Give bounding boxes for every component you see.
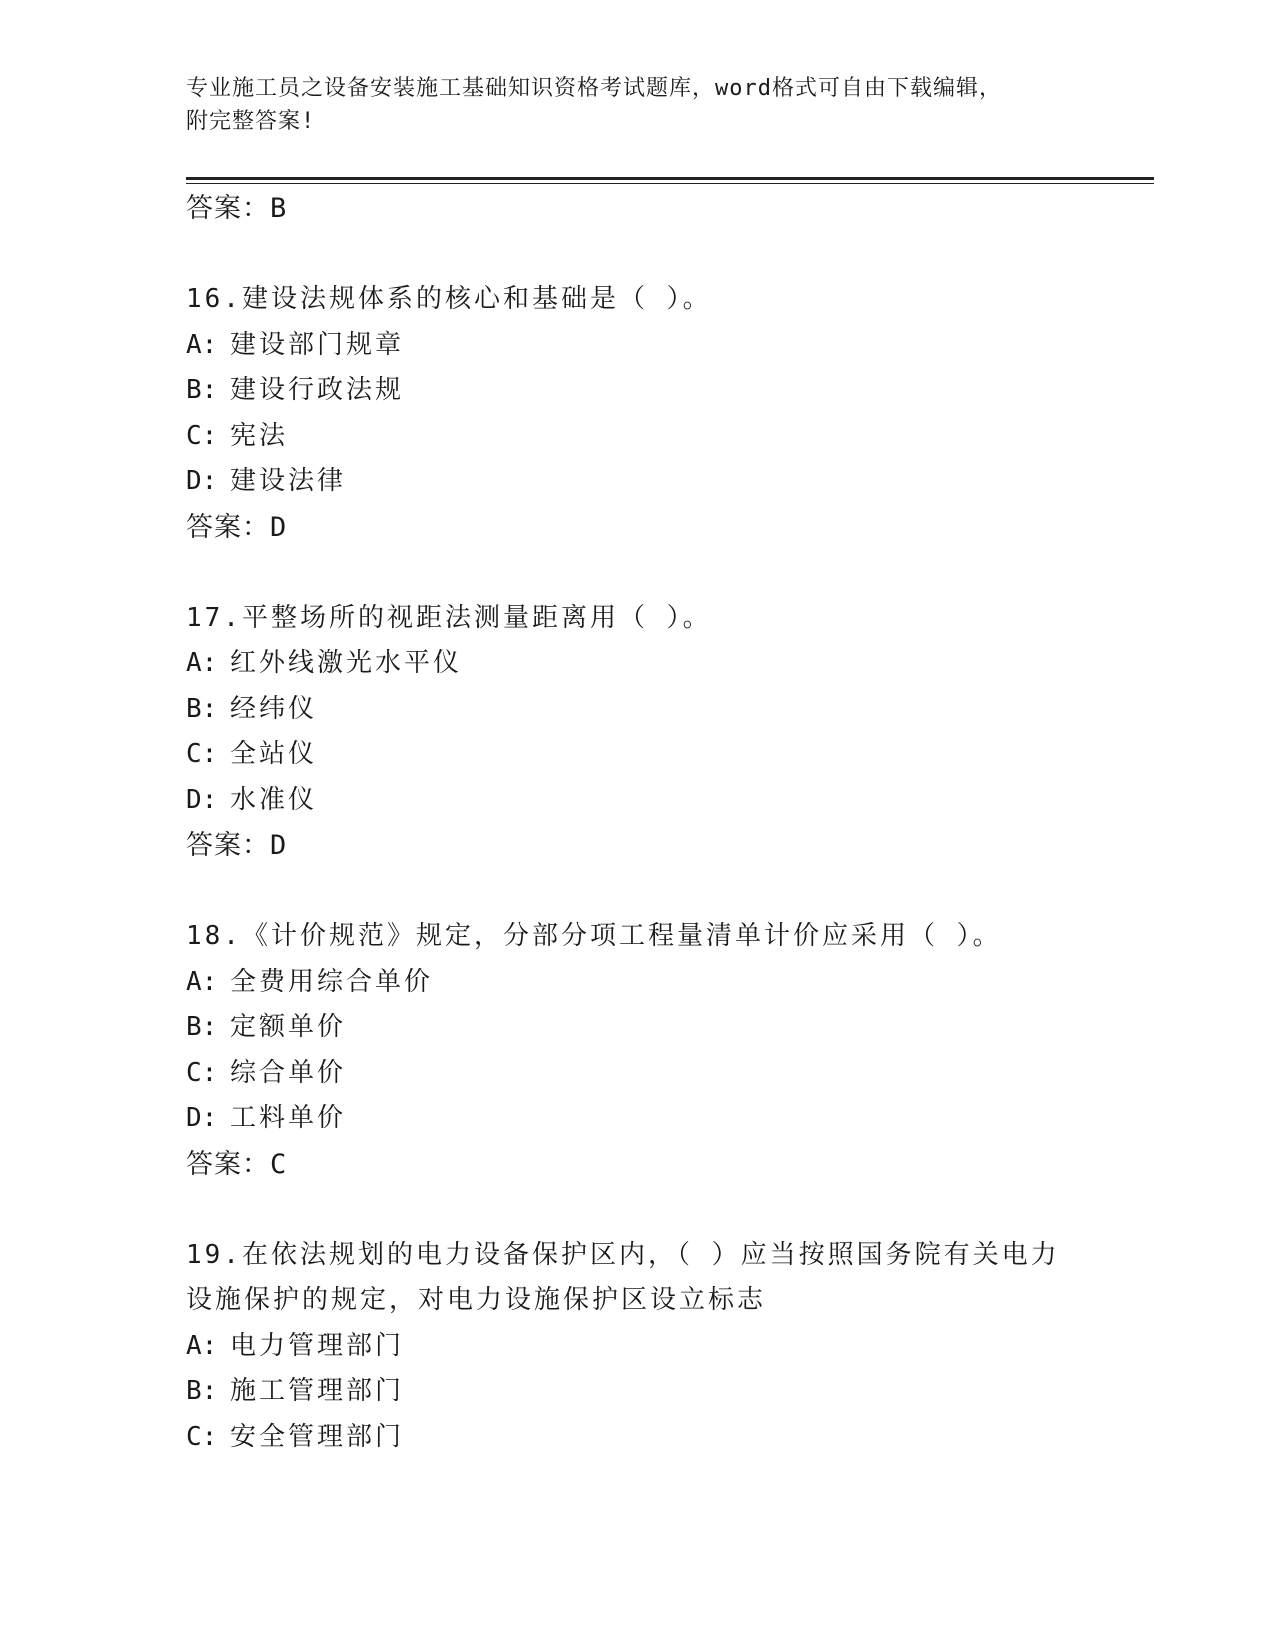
option-text: 工料单价 — [230, 1103, 347, 1133]
question-17 — [186, 596, 1154, 869]
question-18 — [186, 914, 1154, 1187]
option-c — [186, 1051, 1154, 1097]
option-text: 综合单价 — [230, 1057, 347, 1088]
spacer — [186, 550, 1154, 596]
option-text: 安全管理部门 — [230, 1421, 405, 1452]
option-label: B: — [186, 1376, 218, 1406]
header-line-1: 专业施工员之设备安装施工基础知识资格考试题库，word格式可自由下载编辑， — [186, 76, 1002, 101]
option-text: 水准仪 — [230, 784, 318, 815]
option-text: 红外线激光水平仪 — [230, 648, 463, 678]
question-stem-continued: 设施保护的规定，对电力设施保护区设立标志 — [186, 1285, 767, 1315]
spacer — [186, 232, 1154, 278]
option-label: B: — [186, 1012, 218, 1042]
answer-line: 答案：C — [186, 1148, 288, 1180]
spacer — [186, 1187, 1154, 1233]
option-a — [186, 323, 1154, 369]
option-label: A: — [186, 329, 218, 360]
answer-line: 答案：D — [186, 830, 288, 861]
option-c — [186, 414, 1154, 460]
option-text: 全站仪 — [230, 739, 318, 769]
option-b — [186, 1005, 1154, 1051]
header-line-2: 附完整答案! — [186, 109, 316, 134]
option-text: 经纬仪 — [230, 693, 318, 724]
option-text: 建设部门规章 — [230, 329, 405, 360]
option-d — [186, 778, 1154, 824]
option-text: 施工管理部门 — [230, 1376, 405, 1406]
header-divider-thick — [186, 177, 1154, 180]
option-a — [186, 641, 1154, 687]
option-label: A: — [186, 966, 218, 997]
spacer — [186, 869, 1154, 915]
option-text: 全费用综合单价 — [230, 966, 434, 997]
option-b — [186, 1369, 1154, 1415]
option-label: C: — [186, 1057, 218, 1088]
option-b — [186, 687, 1154, 733]
question-19 — [186, 1233, 1154, 1461]
option-label: C: — [186, 420, 218, 451]
option-label: D: — [186, 466, 218, 496]
answer-line: 答案：D — [186, 511, 288, 543]
option-text: 电力管理部门 — [230, 1330, 405, 1361]
question-stem: 17.平整场所的视距法测量距离用（ ）。 — [186, 602, 712, 633]
option-label: D: — [186, 784, 218, 815]
option-label: C: — [186, 739, 218, 769]
option-label: A: — [186, 1330, 218, 1361]
header-divider-thin — [186, 183, 1154, 184]
option-d — [186, 459, 1154, 505]
option-a — [186, 960, 1154, 1006]
option-label: C: — [186, 1421, 218, 1452]
option-c — [186, 1415, 1154, 1461]
question-stem: 19.在依法规划的电力设备保护区内，（ ）应当按照国务院有关电力 — [186, 1239, 1060, 1270]
option-label: B: — [186, 693, 218, 724]
option-text: 宪法 — [230, 420, 289, 451]
option-label: D: — [186, 1103, 218, 1133]
option-b — [186, 368, 1154, 414]
option-text: 建设行政法规 — [230, 375, 405, 405]
question-stem: 16.建设法规体系的核心和基础是（ ）。 — [186, 284, 712, 314]
option-c — [186, 732, 1154, 778]
question-16 — [186, 277, 1154, 550]
option-label: A: — [186, 648, 218, 678]
question-list — [186, 186, 1154, 1460]
option-text: 定额单价 — [230, 1012, 347, 1042]
question-stem: 18.《计价规范》规定，分部分项工程量清单计价应采用（ ）。 — [186, 921, 1002, 951]
option-label: B: — [186, 375, 218, 405]
option-text: 建设法律 — [230, 466, 347, 496]
previous-answer: 答案：B — [186, 193, 288, 224]
option-a — [186, 1324, 1154, 1370]
document-header — [186, 72, 1066, 138]
option-d — [186, 1096, 1154, 1142]
